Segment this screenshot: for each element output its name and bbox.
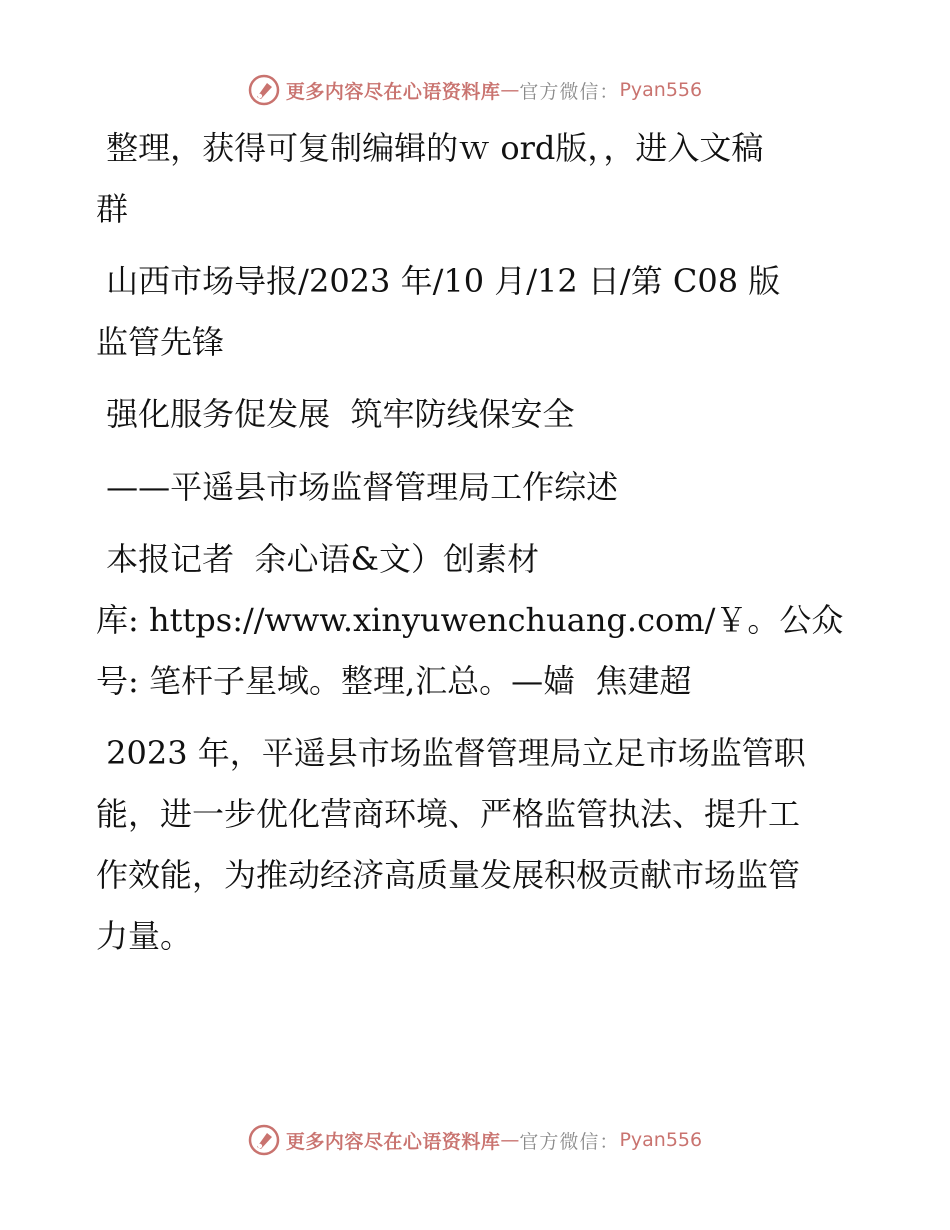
source-line: [96, 251, 856, 373]
pen-nib-logo-icon: [248, 74, 280, 106]
document-body: [96, 118, 856, 967]
banner-separator: —: [500, 79, 520, 101]
body-line-4: 力量。: [96, 917, 193, 955]
byline-line-1: 本报记者 余心语&文）创素材: [96, 540, 540, 578]
footer-main-text: 更多内容尽在心语资料库: [285, 1130, 501, 1153]
banner-main-text: 更多内容尽在心语资料库: [285, 80, 501, 103]
header-banner: [0, 70, 950, 110]
body-line-1: 2023 年，平遥县市场监督管理局立足市场监管职: [96, 734, 806, 772]
footer-wechat-id: Pyan556: [619, 1129, 703, 1151]
article-subtitle: ——平遥县市场监督管理局工作综述: [96, 468, 619, 506]
body-line-2: 能，进一步优化营商环境、严格监管执法、提升工: [96, 795, 801, 833]
byline-line-3: 号: 笔杆子星域。整理,汇总。—嫱 焦建超: [96, 662, 692, 700]
article-title: 强化服务促发展 筑牢防线保安全: [96, 395, 575, 433]
source-line-1: 山西市场导报/2023 年/10 月/12 日/第 C08 版: [96, 262, 781, 300]
footer-wechat-label: 官方微信：: [519, 1130, 620, 1153]
pen-nib-logo-icon: [248, 1124, 280, 1156]
body-line-3: 作效能，为推动经济高质量发展积极贡献市场监管: [96, 856, 801, 894]
intro-note: [96, 118, 856, 240]
byline: [96, 529, 856, 712]
intro-note-line-2: 群: [96, 190, 129, 228]
footer-banner: [0, 1120, 950, 1160]
intro-note-line-1: 整理，获得可复制编辑的ｗ ord版，，进入文稿: [96, 129, 764, 167]
byline-line-2: 库: https://www.xinyuwenchuang.com/￥。公众: [96, 601, 844, 639]
banner-wechat-id: Pyan556: [619, 79, 703, 101]
source-line-2: 监管先锋: [96, 323, 225, 361]
body-paragraph: [96, 723, 856, 967]
banner-wechat-label: 官方微信：: [519, 80, 620, 103]
footer-separator: —: [500, 1129, 520, 1151]
